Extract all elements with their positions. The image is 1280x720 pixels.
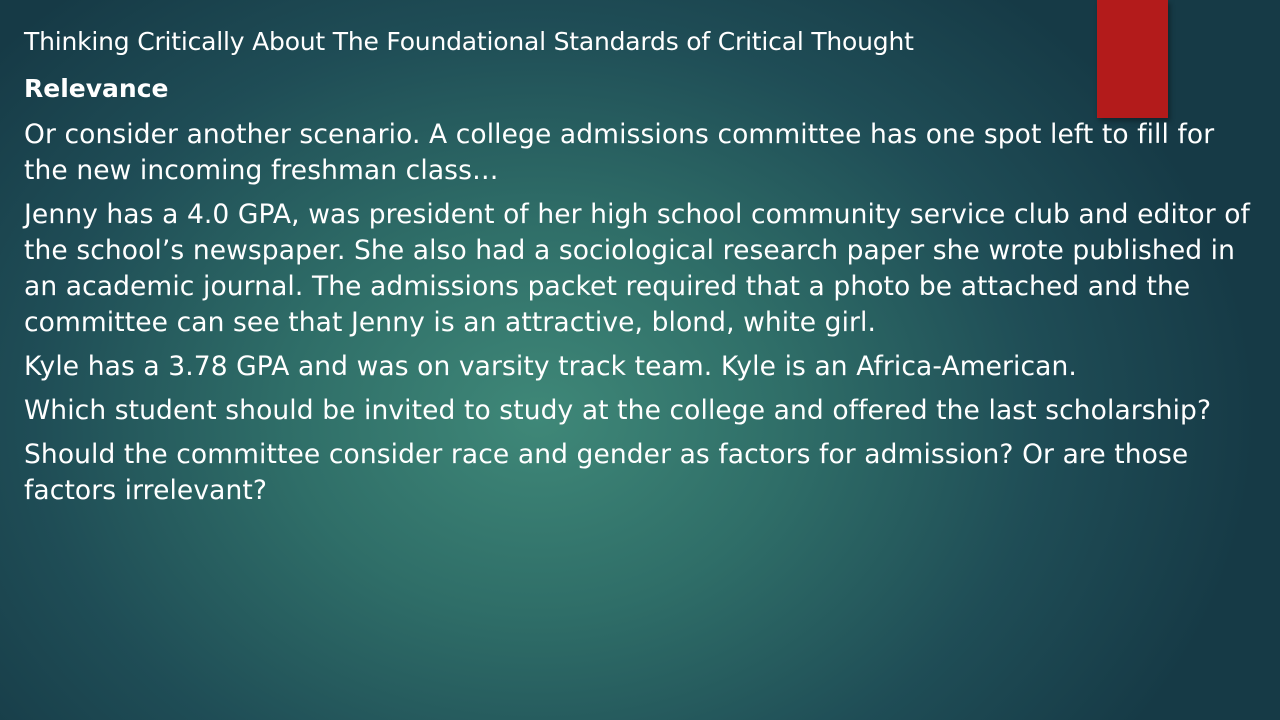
paragraph-factors: Should the committee consider race and gender as factors for admission? Or are those factors irrelevant?	[24, 439, 1189, 506]
slide-subtitle: Relevance	[24, 74, 169, 103]
paragraph-question: Which student should be invited to study at the college and offered the last scholarship?	[24, 395, 1212, 426]
slide-title: Thinking Critically About The Foundational Standards of Critical Thought	[24, 27, 914, 56]
paragraph-jenny: Jenny has a 4.0 GPA, was president of her high school community service club and editor of the school’s newspaper. She also had a sociological research paper she wrote published in an academic journal. The admissions packet required that a photo be attached and the committee can see that Jenny is an attractive, blond, white girl.	[24, 199, 1250, 338]
paragraph-kyle: Kyle has a 3.78 GPA and was on varsity track team. Kyle is an Africa-American.	[24, 351, 1077, 382]
slide-content	[24, 22, 1259, 517]
paragraph-scenario: Or consider another scenario. A college admissions committee has one spot left to fill for the new incoming freshman class…	[24, 119, 1215, 186]
